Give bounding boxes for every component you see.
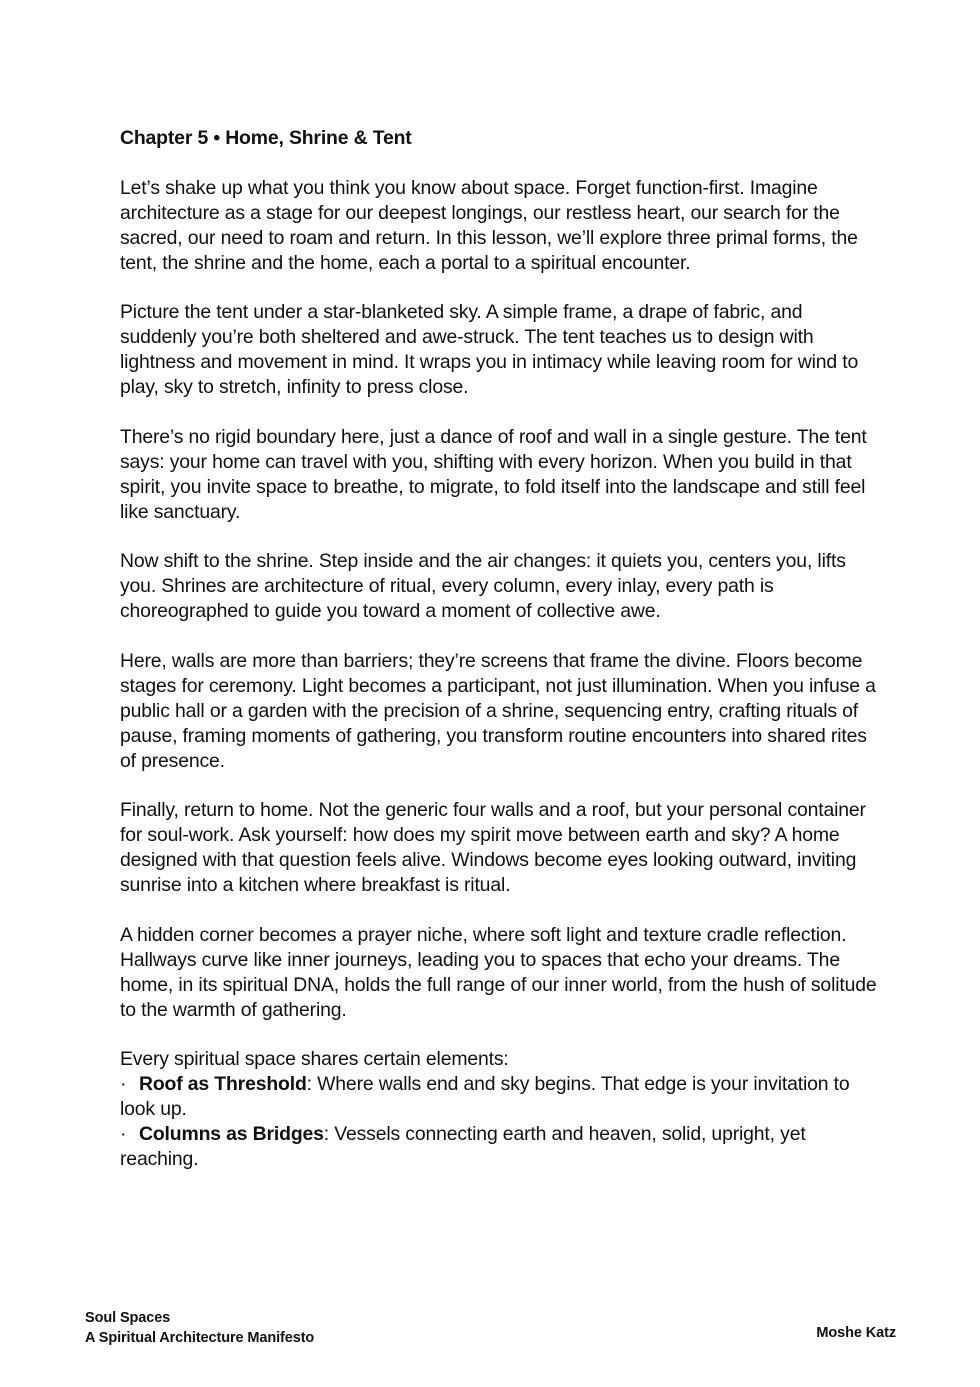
bullet-icon: · [120, 1123, 127, 1146]
list-item-term: Roof as Threshold [139, 1073, 307, 1096]
list-item-text: : Where walls end and sky begins. That edge is your invitation to look up. [120, 1073, 850, 1121]
footer-author: Moshe Katz [816, 1325, 896, 1341]
list-item [120, 1072, 880, 1122]
paragraph-shrine-walls: Here, walls are more than barriers; they’re screens that frame the divine. Floors become stages for ceremony. Light becomes a participant, not just illumination. When you infuse a public hall or a garden with the precision of a shrine, sequencing entry, crafting rituals of pause, framing moments of gathering, you transform routine encounters into shared rites of presence. [120, 649, 876, 772]
list-item-term: Columns as Bridges [139, 1123, 324, 1146]
footer-book-subtitle: A Spiritual Architecture Manifesto [85, 1330, 315, 1346]
paragraph-tent-boundary: There’s no rigid boundary here, just a dance of roof and wall in a single gesture. The tent says: your home can travel with you, shifting with every horizon. When you build in that spirit, you invite space to breathe, to migrate, to fold itself into the landscape and still feel like sanctuary. [120, 425, 867, 523]
list-item [120, 1122, 880, 1172]
list-item-text: : Vessels connecting earth and heaven, solid, upright, yet reaching. [120, 1123, 806, 1171]
elements-intro: Every spiritual space shares certain elements: [120, 1048, 509, 1071]
paragraph-home-corner: A hidden corner becomes a prayer niche, where soft light and texture cradle reflection. Hallways curve like inner journeys, leading you to spaces that echo your dreams. The home, in its spiritual DNA, holds the full range of our inner world, from the hush of solitude to the warmth of gathering. [120, 923, 877, 1021]
chapter-title: Chapter 5 • Home, Shrine & Tent [120, 127, 412, 149]
page-body [120, 126, 880, 1172]
paragraph-intro: Let’s shake up what you think you know about space. Forget function-first. Imagine architecture as a stage for our deepest longings, our restless heart, our search for the sacred, our need to roam and return. In this lesson, we’ll explore three primal forms, the tent, the shrine and the home, each a portal to a spiritual encounter. [120, 176, 858, 274]
bullet-icon: · [120, 1073, 127, 1096]
footer-book-info [85, 1308, 314, 1348]
paragraph-tent-sky: Picture the tent under a star-blanketed sky. A simple frame, a drape of fabric, and suddenly you’re both sheltered and awe-struck. The tent teaches us to design with lightness and movement in mind. It wraps you in intimacy while leaving room for wind to play, sky to stretch, infinity to press close. [120, 301, 859, 399]
footer-book-title: Soul Spaces [85, 1310, 171, 1326]
paragraph-home: Finally, return to home. Not the generic four walls and a roof, but your personal container for soul-work. Ask yourself: how does my spirit move between earth and sky? A home designed with that question feels alive. Windows become eyes looking outward, inviting sunrise into a kitchen where breakfast is ritual. [120, 799, 866, 897]
paragraph-shrine: Now shift to the shrine. Step inside and the air changes: it quiets you, centers you, lifts you. Shrines are architecture of ritual, every column, every inlay, every path is choreographed to guide you toward a moment of collective awe. [120, 550, 846, 623]
